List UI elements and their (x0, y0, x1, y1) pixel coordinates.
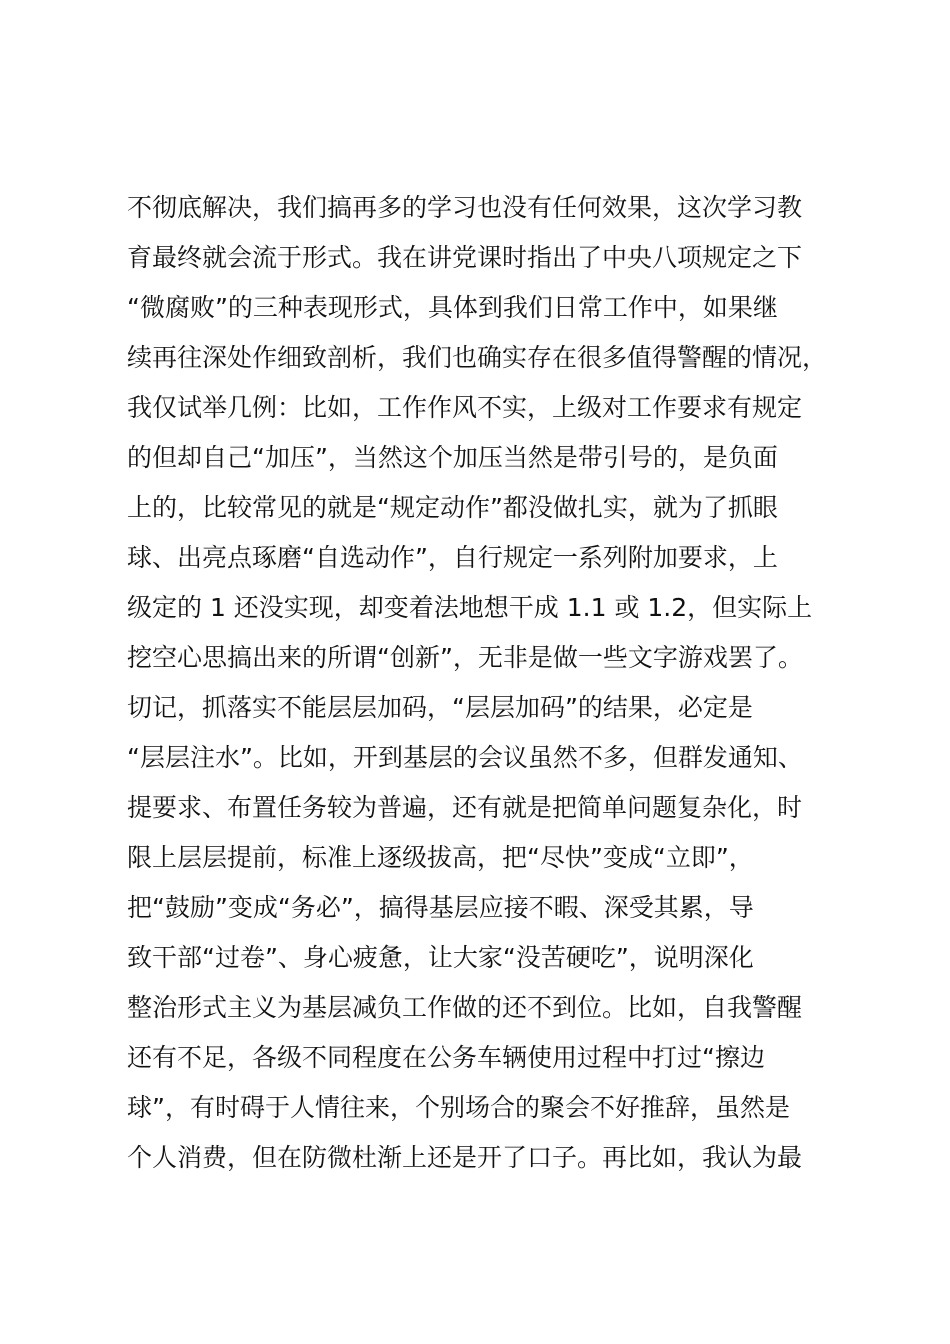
text-line: “微腐败”的三种表现形式，具体到我们日常工作中，如果继 (127, 293, 778, 322)
text-line: 个人消费，但在防微杜渐上还是开了口子。再比如，我认为最 (127, 1143, 803, 1172)
text-line: 球、出亮点琢磨“自选动作”，自行规定一系列附加要求，上 (127, 543, 778, 572)
text-line: 级定的 1 还没实现，却变着法地想干成 1.1 或 1.2，但实际上 (127, 593, 813, 622)
text-line: 球”，有时碍于人情往来，个别场合的聚会不好推辞，虽然是 (127, 1093, 790, 1122)
text-line: 提要求、布置任务较为普遍，还有就是把简单问题复杂化，时 (127, 793, 803, 822)
text-line: 育最终就会流于形式。我在讲党课时指出了中央八项规定之下 (127, 243, 803, 272)
text-line: 上的，比较常见的就是“规定动作”都没做扎实，就为了抓眼 (127, 493, 778, 522)
text-line: 我仅试举几例：比如，工作作风不实，上级对工作要求有规定 (127, 393, 803, 422)
body-paragraph (127, 183, 867, 1183)
text-line: 整治形式主义为基层减负工作做的还不到位。比如，自我警醒 (127, 993, 803, 1022)
text-line: 限上层层提前，标准上逐级拔高，把“尽快”变成“立即”， (127, 843, 754, 872)
text-line: 续再往深处作细致剖析，我们也确实存在很多值得警醒的情况， (127, 343, 828, 372)
text-line: 致干部“过卷”、身心疲惫，让大家“没苦硬吃”，说明深化 (127, 943, 754, 972)
text-line: 还有不足，各级不同程度在公务车辆使用过程中打过“擦边 (127, 1043, 765, 1072)
text-line: 不彻底解决，我们搞再多的学习也没有任何效果，这次学习教 (127, 193, 803, 222)
text-line: 挖空心思搞出来的所谓“创新”，无非是做一些文字游戏罢了。 (127, 643, 803, 672)
text-line: 切记，抓落实不能层层加码，“层层加码”的结果，必定是 (127, 693, 753, 722)
text-line: “层层注水”。比如，开到基层的会议虽然不多，但群发通知、 (127, 743, 803, 772)
text-line: 把“鼓励”变成“务必”，搞得基层应接不暇、深受其累，导 (127, 893, 754, 922)
text-line: 的但却自己“加压”，当然这个加压当然是带引号的，是负面 (127, 443, 778, 472)
